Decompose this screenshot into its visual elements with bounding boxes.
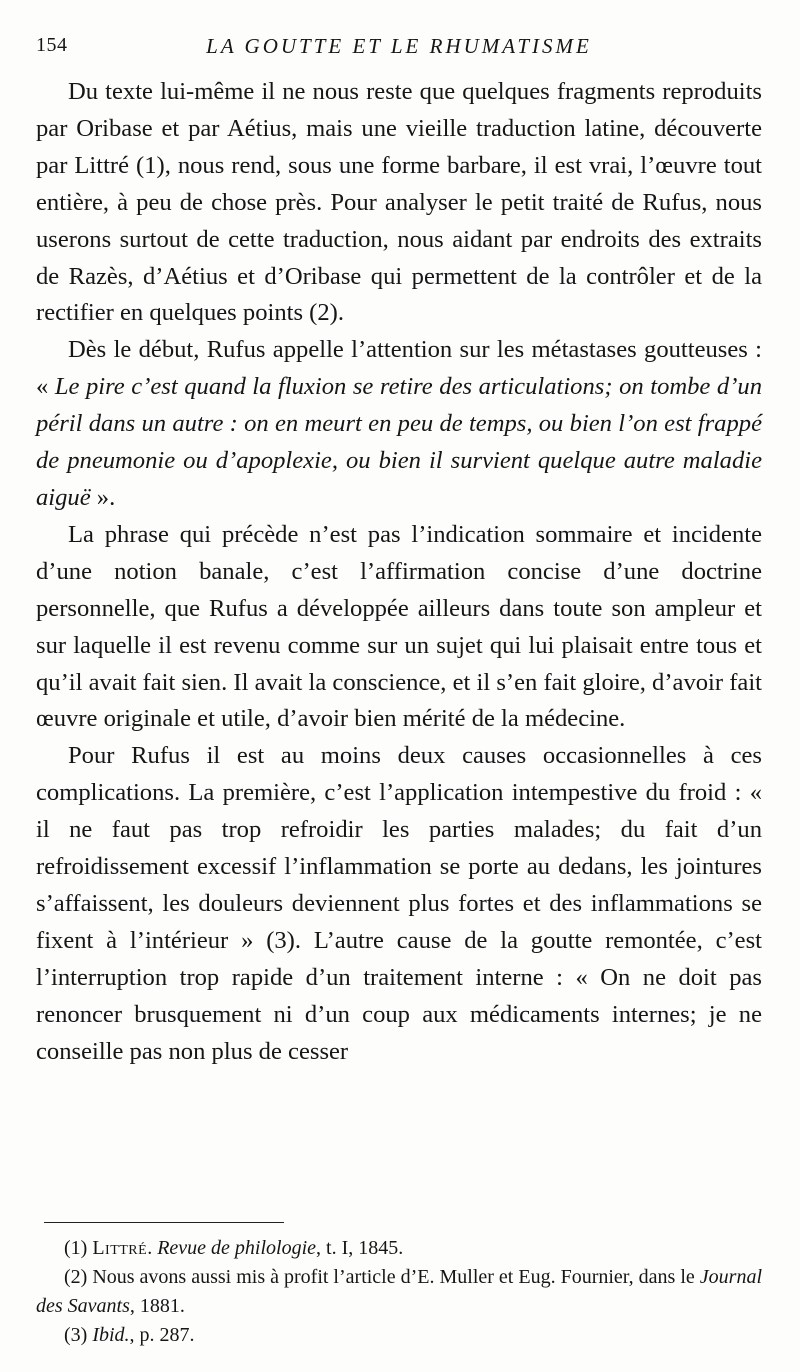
- page-header: [36, 34, 762, 64]
- paragraph-4: Pour Rufus il est au moins deux causes occasionnelles à ces complications. La première, c’est l’application intempestive du froid : « il ne faut pas trop refroidir les parties malades; du fait d’un refroidissement excessif l’inflammation se porte au dedans, les jointures s’affaissent, les douleurs deviennent plus fortes et des inflammations se fixent à l’intérieur » (3). L’autre cause de la goutte remontée, c’est l’interruption trop rapide d’un traitement interne : « On ne doit pas renoncer brusquement ni d’un coup aux médicaments internes; je ne conseille pas non plus de cesser: [36, 742, 762, 1065]
- paragraph-2-tail: ».: [90, 483, 116, 511]
- footnote-3-title: Ibid.: [92, 1324, 130, 1346]
- paragraph-2-lead: Dès le début, Rufus appelle l’attention sur les métastases goutteuses : «: [36, 336, 762, 401]
- footnote-1-author: Littré: [92, 1237, 148, 1259]
- footnotes: [36, 1234, 762, 1350]
- rufus-quote: Le pire c’est quand la fluxion se retire des articulations; on tombe d’un péril dans un autre : on en meurt en peu de temps, ou bien l’on est frappé de pneumonie ou d’apoplexie, ou bien il survient quelque autre maladie aiguë: [36, 373, 762, 511]
- footnote-2-title: Journal des Savants: [36, 1266, 762, 1317]
- footnote-1-separator: .: [147, 1237, 158, 1259]
- footnote-divider: [44, 1222, 284, 1223]
- footnote-2: [36, 1263, 762, 1321]
- paragraph-2: [36, 332, 762, 517]
- footnote-1-number: (1): [64, 1237, 93, 1259]
- footnote-2-rest: , 1881.: [129, 1295, 185, 1317]
- footnote-1-rest: , t. I, 1845.: [316, 1237, 404, 1259]
- page-number: 154: [36, 34, 68, 56]
- paragraph-1: Du texte lui-même il ne nous reste que quelques fragments reproduits par Oribase et par Aétius, mais une vieille traduction latine, découverte par Littré (1), nous rend, sous une forme barbare, il est vrai, l’œuvre tout entière, à peu de chose près. Pour analyser le petit traité de Rufus, nous userons surtout de cette traduction, nous aidant par endroits des extraits de Razès, d’Aétius et d’Oribase qui permettent de la contrôler et de la rectifier en quelques points (2).: [36, 78, 762, 327]
- footnote-3-rest: , p. 287.: [129, 1324, 195, 1346]
- footnote-3: [36, 1321, 762, 1350]
- footnote-1-title: Revue de philologie: [157, 1237, 317, 1259]
- paragraph-3: La phrase qui précède n’est pas l’indication sommaire et incidente d’une notion banale, c’est l’affirmation concise d’une doctrine personnelle, que Rufus a développée ailleurs dans toute son ampleur et sur laquelle il est revenu comme sur un sujet qui lui plaisait entre tous et qu’il avait fait sien. Il avait la conscience, et il s’en fait gloire, d’avoir fait œuvre originale et utile, d’avoir bien mérité de la médecine.: [36, 520, 762, 733]
- footnote-3-number: (3): [64, 1324, 93, 1346]
- footnote-1: [36, 1234, 762, 1263]
- footnote-2-text: (2) Nous avons aussi mis à profit l’article d’E. Muller et Eug. Fournier, dans le: [64, 1266, 700, 1288]
- running-title: LA GOUTTE ET LE RHUMATISME: [206, 34, 592, 58]
- main-text: [36, 74, 762, 1070]
